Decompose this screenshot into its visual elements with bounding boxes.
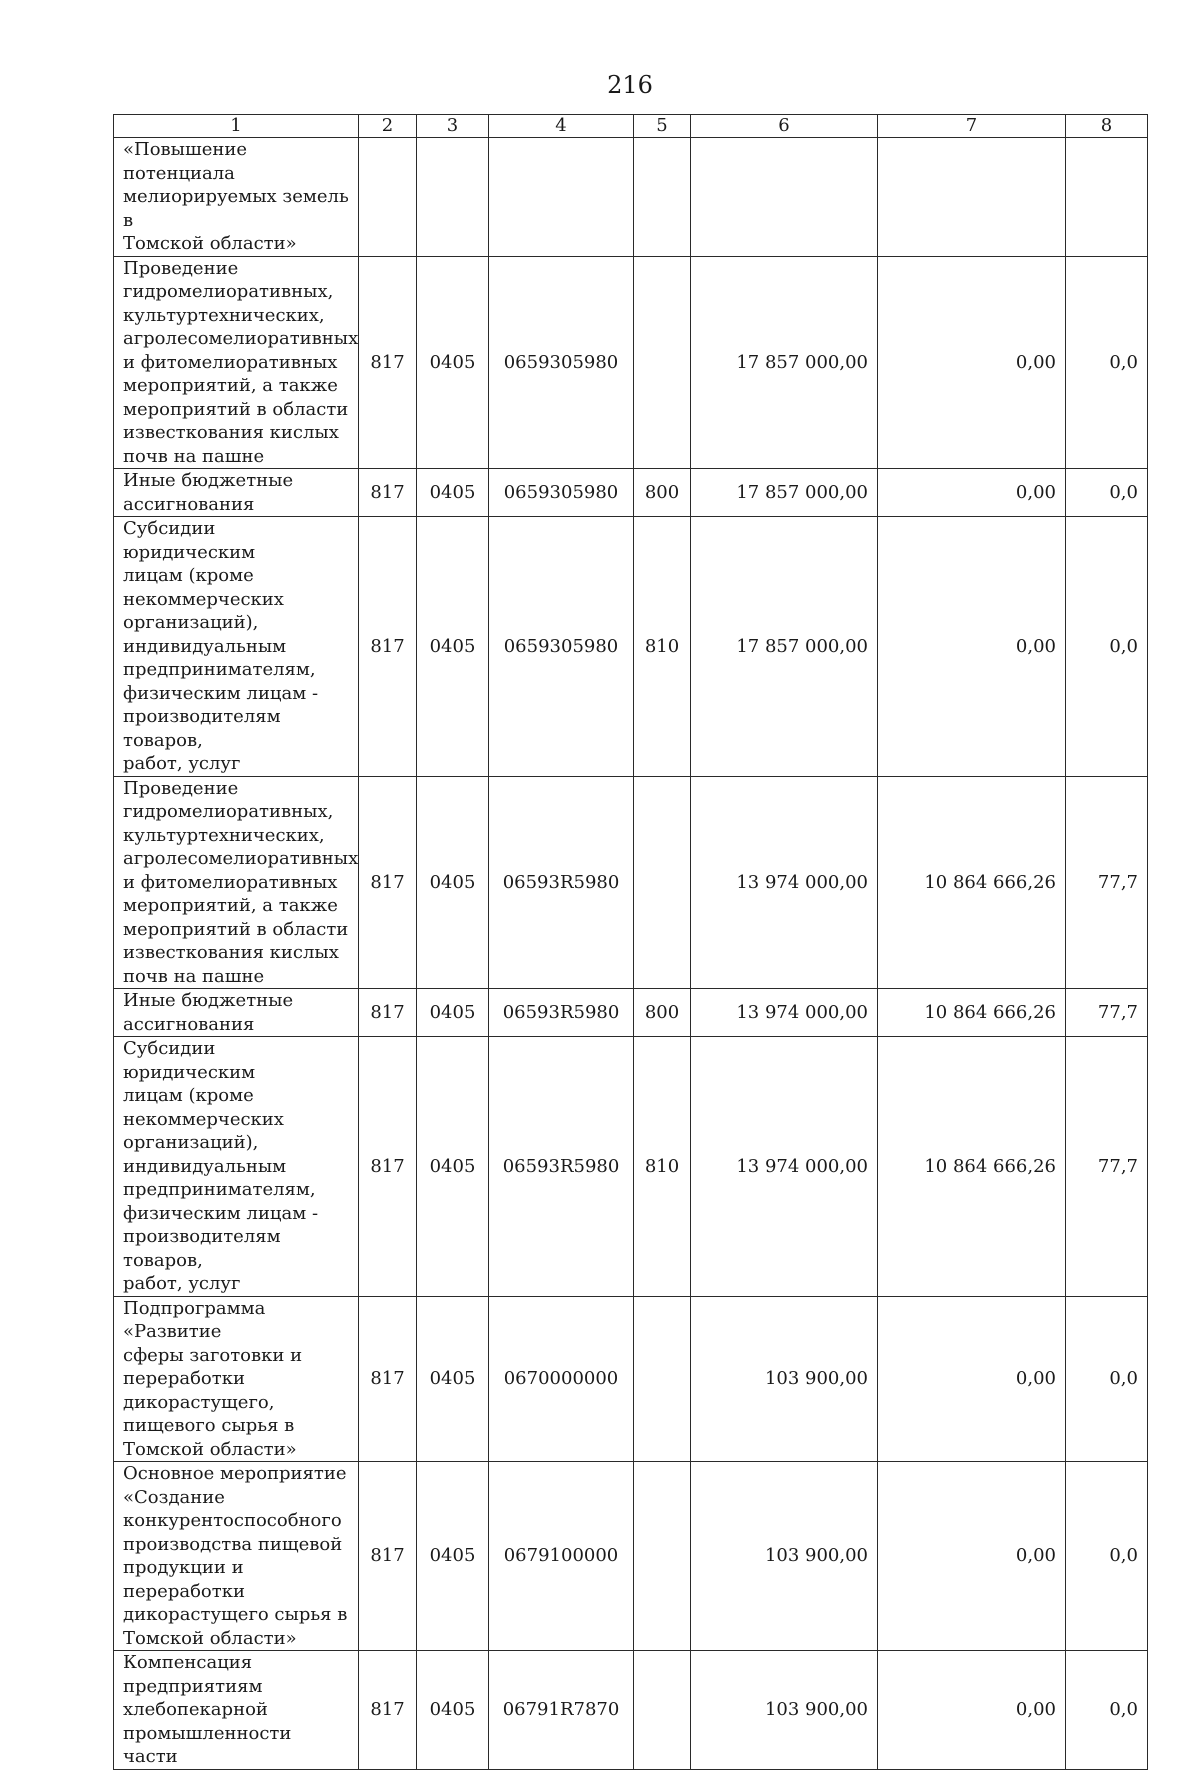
item-name-line: индивидуальным bbox=[123, 635, 287, 657]
cell-item-name bbox=[114, 1462, 359, 1651]
cell-planned-amount: 17 857 000,00 bbox=[691, 517, 878, 777]
cell-expense-type bbox=[634, 1296, 691, 1462]
cell-execution-percent: 77,7 bbox=[1066, 989, 1148, 1037]
cell-execution-percent: 0,0 bbox=[1066, 469, 1148, 517]
cell-expense-type: 810 bbox=[634, 517, 691, 777]
cell-admin-code: 817 bbox=[359, 517, 417, 777]
cell-item-name bbox=[114, 256, 359, 469]
cell-target-article: 0659305980 bbox=[489, 469, 634, 517]
cell-executed-amount: 0,00 bbox=[878, 469, 1066, 517]
item-name-line: мероприятий, а также bbox=[123, 375, 338, 396]
item-name-line: индивидуальным bbox=[123, 1155, 287, 1177]
item-name-line: физическим лицам - bbox=[123, 1202, 319, 1224]
cell-target-article: 0679100000 bbox=[489, 1462, 634, 1651]
item-name-line: производства пищевой bbox=[123, 1533, 343, 1555]
cell-planned-amount: 13 974 000,00 bbox=[691, 776, 878, 989]
cell-target-article: 06593R5980 bbox=[489, 989, 634, 1037]
item-name-line: конкурентоспособного bbox=[123, 1510, 342, 1531]
cell-target-article: 06593R5980 bbox=[489, 776, 634, 989]
item-name-line: некоммерческих bbox=[123, 1108, 284, 1130]
item-name-line: дикорастущего сырья в bbox=[123, 1604, 348, 1625]
item-name-line: почв на пашне bbox=[123, 445, 265, 467]
cell-execution-percent: 0,0 bbox=[1066, 1462, 1148, 1651]
item-name-line: дикорастущего, bbox=[123, 1391, 275, 1413]
item-name-line: «Создание bbox=[123, 1486, 225, 1508]
cell-expense-type bbox=[634, 256, 691, 469]
cell-admin-code: 817 bbox=[359, 1462, 417, 1651]
cell-execution-percent bbox=[1066, 138, 1148, 257]
item-name-line: предприятиям bbox=[123, 1675, 263, 1697]
cell-execution-percent: 0,0 bbox=[1066, 1296, 1148, 1462]
item-name-line: мероприятий в области bbox=[123, 398, 349, 420]
budget-table bbox=[113, 114, 1148, 1770]
item-name-line: переработки bbox=[123, 1368, 245, 1389]
item-name-line: Томской области» bbox=[123, 1627, 297, 1649]
cell-target-article: 06593R5980 bbox=[489, 1037, 634, 1297]
cell-target-article: 06791R7870 bbox=[489, 1651, 634, 1770]
cell-section-code: 0405 bbox=[417, 256, 489, 469]
item-name-line: Субсидии юридическим bbox=[123, 1038, 256, 1083]
item-name-line: хлебопекарной bbox=[123, 1699, 268, 1720]
cell-execution-percent: 77,7 bbox=[1066, 776, 1148, 989]
cell-planned-amount: 103 900,00 bbox=[691, 1462, 878, 1651]
cell-executed-amount: 10 864 666,26 bbox=[878, 1037, 1066, 1297]
cell-planned-amount: 103 900,00 bbox=[691, 1651, 878, 1770]
cell-section-code: 0405 bbox=[417, 776, 489, 989]
cell-item-name bbox=[114, 989, 359, 1037]
cell-planned-amount: 17 857 000,00 bbox=[691, 256, 878, 469]
item-name-line: Проведение bbox=[123, 777, 239, 799]
item-name-line: некоммерческих bbox=[123, 588, 284, 610]
column-header: 7 bbox=[878, 115, 1066, 138]
item-name-line: культуртехнических, bbox=[123, 824, 325, 846]
column-header: 8 bbox=[1066, 115, 1148, 138]
cell-section-code: 0405 bbox=[417, 1296, 489, 1462]
cell-section-code: 0405 bbox=[417, 469, 489, 517]
table-row bbox=[114, 1296, 1148, 1462]
cell-item-name bbox=[114, 776, 359, 989]
cell-item-name bbox=[114, 138, 359, 257]
item-name-line: производителям товаров, bbox=[123, 1226, 281, 1271]
header-row bbox=[114, 115, 1148, 138]
column-header: 1 bbox=[114, 115, 359, 138]
cell-target-article bbox=[489, 138, 634, 257]
cell-expense-type bbox=[634, 138, 691, 257]
cell-executed-amount: 10 864 666,26 bbox=[878, 776, 1066, 989]
table-row bbox=[114, 1651, 1148, 1770]
item-name-line: известкования кислых bbox=[123, 942, 339, 963]
item-name-line: Иные бюджетные bbox=[123, 470, 294, 491]
item-name-line: Иные бюджетные bbox=[123, 990, 294, 1011]
cell-target-article: 0670000000 bbox=[489, 1296, 634, 1462]
page-number: 216 bbox=[607, 71, 653, 99]
item-name-line: предпринимателям, bbox=[123, 1179, 316, 1200]
cell-planned-amount: 17 857 000,00 bbox=[691, 469, 878, 517]
item-name-line: мероприятий в области bbox=[123, 918, 349, 940]
cell-admin-code: 817 bbox=[359, 1651, 417, 1770]
item-name-line: работ, услуг bbox=[123, 753, 241, 774]
item-name-line: ассигнования bbox=[123, 493, 255, 515]
column-header: 3 bbox=[417, 115, 489, 138]
item-name-line: пищевого сырья в bbox=[123, 1415, 295, 1436]
item-name-line: физическим лицам - bbox=[123, 682, 319, 704]
item-name-line: Проведение bbox=[123, 257, 239, 279]
cell-executed-amount: 0,00 bbox=[878, 1462, 1066, 1651]
item-name-line: известкования кислых bbox=[123, 422, 339, 443]
cell-executed-amount: 10 864 666,26 bbox=[878, 989, 1066, 1037]
item-name-line: культуртехнических, bbox=[123, 304, 325, 326]
cell-target-article: 0659305980 bbox=[489, 517, 634, 777]
cell-execution-percent: 0,0 bbox=[1066, 517, 1148, 777]
cell-item-name bbox=[114, 1037, 359, 1297]
cell-item-name bbox=[114, 517, 359, 777]
column-header: 4 bbox=[489, 115, 634, 138]
item-name-line: сферы заготовки и bbox=[123, 1344, 303, 1366]
cell-admin-code: 817 bbox=[359, 1296, 417, 1462]
item-name-line: переработки bbox=[123, 1580, 245, 1602]
item-name-line: ассигнования bbox=[123, 1013, 255, 1035]
cell-planned-amount bbox=[691, 138, 878, 257]
cell-execution-percent: 77,7 bbox=[1066, 1037, 1148, 1297]
item-name-line: гидромелиоративных, bbox=[123, 281, 334, 302]
cell-section-code: 0405 bbox=[417, 517, 489, 777]
cell-executed-amount: 0,00 bbox=[878, 517, 1066, 777]
cell-executed-amount: 0,00 bbox=[878, 1651, 1066, 1770]
cell-expense-type bbox=[634, 776, 691, 989]
item-name-line: организаций), bbox=[123, 1132, 259, 1153]
cell-admin-code bbox=[359, 138, 417, 257]
cell-planned-amount: 13 974 000,00 bbox=[691, 989, 878, 1037]
cell-expense-type: 800 bbox=[634, 469, 691, 517]
cell-execution-percent: 0,0 bbox=[1066, 1651, 1148, 1770]
cell-executed-amount: 0,00 bbox=[878, 1296, 1066, 1462]
item-name-line: работ, услуг bbox=[123, 1273, 241, 1294]
cell-planned-amount: 103 900,00 bbox=[691, 1296, 878, 1462]
cell-expense-type: 800 bbox=[634, 989, 691, 1037]
table-row bbox=[114, 1462, 1148, 1651]
cell-target-article: 0659305980 bbox=[489, 256, 634, 469]
cell-expense-type bbox=[634, 1462, 691, 1651]
cell-item-name bbox=[114, 1296, 359, 1462]
cell-execution-percent: 0,0 bbox=[1066, 256, 1148, 469]
item-name-line: и фитомелиоративных bbox=[123, 351, 338, 373]
table-row bbox=[114, 138, 1148, 257]
item-name-line: предпринимателям, bbox=[123, 659, 316, 680]
table-row bbox=[114, 256, 1148, 469]
item-name-line: организаций), bbox=[123, 612, 259, 633]
cell-expense-type bbox=[634, 1651, 691, 1770]
cell-section-code: 0405 bbox=[417, 1651, 489, 1770]
column-header: 2 bbox=[359, 115, 417, 138]
table-row bbox=[114, 776, 1148, 989]
item-name-line: Подпрограмма «Развитие bbox=[123, 1297, 266, 1342]
cell-planned-amount: 13 974 000,00 bbox=[691, 1037, 878, 1297]
cell-item-name bbox=[114, 1651, 359, 1770]
table-row bbox=[114, 469, 1148, 517]
item-name-line: лицам (кроме bbox=[123, 1085, 254, 1106]
item-name-line: и фитомелиоративных bbox=[123, 871, 338, 893]
item-name-line: агролесомелиоративных bbox=[123, 848, 359, 869]
cell-expense-type: 810 bbox=[634, 1037, 691, 1297]
item-name-line: Основное мероприятие bbox=[123, 1463, 347, 1484]
item-name-line: продукции и bbox=[123, 1557, 244, 1578]
cell-executed-amount bbox=[878, 138, 1066, 257]
column-header: 5 bbox=[634, 115, 691, 138]
cell-section-code: 0405 bbox=[417, 1462, 489, 1651]
item-name-line: «Повышение потенциала bbox=[123, 139, 248, 184]
item-name-line: почв на пашне bbox=[123, 965, 265, 987]
item-name-line: мелиорируемых земель в bbox=[123, 186, 349, 231]
column-header: 6 bbox=[691, 115, 878, 138]
item-name-line: производителям товаров, bbox=[123, 706, 281, 751]
cell-section-code: 0405 bbox=[417, 1037, 489, 1297]
cell-item-name bbox=[114, 469, 359, 517]
table-row bbox=[114, 517, 1148, 777]
cell-admin-code: 817 bbox=[359, 469, 417, 517]
item-name-line: Томской области» bbox=[123, 1438, 297, 1460]
table-body bbox=[114, 138, 1148, 1770]
item-name-line: мероприятий, а также bbox=[123, 895, 338, 916]
cell-admin-code: 817 bbox=[359, 989, 417, 1037]
cell-section-code bbox=[417, 138, 489, 257]
cell-admin-code: 817 bbox=[359, 776, 417, 989]
item-name-line: агролесомелиоративных bbox=[123, 328, 359, 349]
item-name-line: Субсидии юридическим bbox=[123, 518, 256, 563]
item-name-line: лицам (кроме bbox=[123, 565, 254, 586]
cell-admin-code: 817 bbox=[359, 1037, 417, 1297]
cell-admin-code: 817 bbox=[359, 256, 417, 469]
item-name-line: промышленности части bbox=[123, 1722, 292, 1767]
table-row bbox=[114, 989, 1148, 1037]
table-row bbox=[114, 1037, 1148, 1297]
item-name-line: Компенсация bbox=[123, 1652, 253, 1673]
cell-section-code: 0405 bbox=[417, 989, 489, 1037]
cell-executed-amount: 0,00 bbox=[878, 256, 1066, 469]
item-name-line: гидромелиоративных, bbox=[123, 801, 334, 822]
item-name-line: Томской области» bbox=[123, 233, 297, 254]
